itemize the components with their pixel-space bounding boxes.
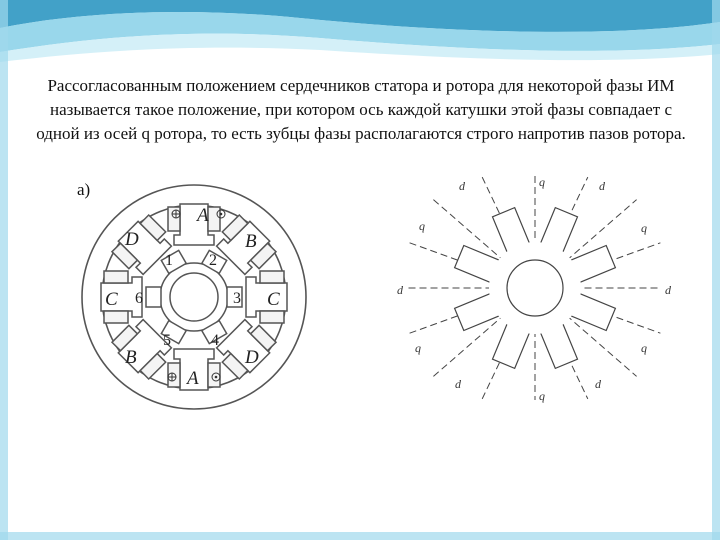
rotor-tooth-number-4: 4 <box>211 332 219 349</box>
pole-label-bottom-left: B <box>125 347 137 368</box>
figure-b-rotor-axes <box>385 170 685 410</box>
pole-label-top: A <box>197 205 209 226</box>
winding-dot-center-bottom <box>215 376 218 379</box>
axis-label-bottom-right: d <box>595 377 601 391</box>
axis-label-lower-left: q <box>415 341 421 355</box>
rotor-tooth-number-2: 2 <box>209 252 217 269</box>
pole-label-top-left: D <box>125 229 139 250</box>
rotor-tooth-number-5: 5 <box>163 332 171 349</box>
stator-coil <box>104 311 128 323</box>
axis-label-top-left: d <box>459 179 465 193</box>
axis-label-top-right: d <box>599 179 605 193</box>
left-border-strip <box>0 0 8 540</box>
axis-label-bottom: q <box>539 389 545 403</box>
rotor-tooth-number-1: 1 <box>165 252 173 269</box>
stator-coil <box>260 311 284 323</box>
axis-label-bottom-left: d <box>455 377 461 391</box>
axis-label-upper-right: q <box>641 221 647 235</box>
right-border-strip <box>712 0 720 540</box>
figure-a-label: а) <box>77 180 91 199</box>
pole-label-bottom: A <box>187 368 199 389</box>
rotor <box>146 250 242 343</box>
slide-body-text <box>30 74 692 146</box>
stator-coil <box>208 363 220 387</box>
bottom-border-strip <box>0 532 720 540</box>
stator-coil <box>104 271 128 283</box>
paragraph: Рассогласованным положением сердечников статора и ротора для некоторой фазы ИМ называется такое положение, при котором ось каждой катушки этой фазы совпадает с одной из осей q ротора, то есть зубцы фазы располагаются строго напротив пазов ротора. <box>36 76 686 143</box>
rotor-tooth <box>146 287 161 307</box>
axis-label-upper-left: q <box>419 219 425 233</box>
axis-label-left: d <box>397 283 403 297</box>
figure-a-stator-rotor <box>73 173 313 413</box>
stator-coil <box>260 271 284 283</box>
rotor-tooth-number-3: 3 <box>233 290 241 307</box>
pole-label-bottom-right: D <box>245 347 259 368</box>
pole-label-top-right: B <box>245 231 257 252</box>
axis-label-top: q <box>539 175 545 189</box>
rotor-shaft <box>170 273 218 321</box>
axis-label-right: d <box>665 283 671 297</box>
winding-dot-center-top <box>220 213 223 216</box>
rotor-tooth-number-6: 6 <box>135 290 143 307</box>
axis-label-lower-right: q <box>641 341 647 355</box>
pole-label-right: C <box>267 289 280 310</box>
stator-coil <box>168 363 180 387</box>
pole-label-left: C <box>105 289 118 310</box>
rotor-b-shaft <box>507 260 563 316</box>
